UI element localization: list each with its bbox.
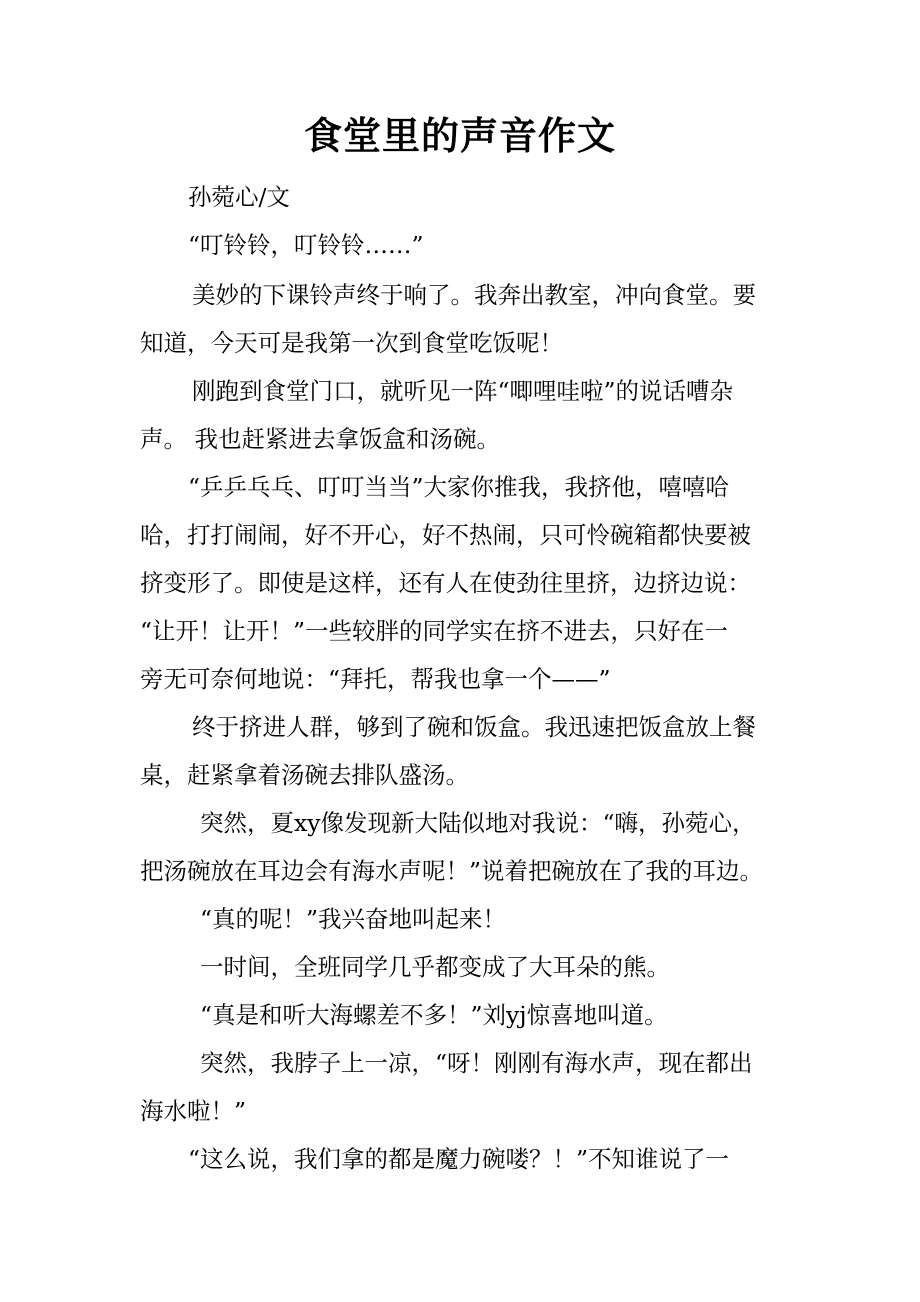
paragraph-line: “这么说，我们拿的都是魔力碗喽？！”不知谁说了一 xyxy=(188,1145,730,1173)
paragraph-line: 桌，赶紧拿着汤碗去排队盛汤。 xyxy=(140,761,469,789)
paragraph-line: “让开！让开！”一些较胖的同学实在挤不进去，只好在一 xyxy=(140,617,729,645)
paragraph-line: 把汤碗放在耳边会有海水声呢！”说着把碗放在了我的耳边。 xyxy=(140,857,764,885)
paragraph-line: 刚跑到食堂门口，就听见一阵“唧哩哇啦”的说话嘈杂 xyxy=(192,377,734,405)
document-title: 食堂里的声音作文 xyxy=(303,113,616,158)
paragraph-line: 声。 我也赶紧进去拿饭盒和汤碗。 xyxy=(140,425,500,453)
paragraph-line: 突然，夏xy像发现新大陆似地对我说：“嗨，孙菀心， xyxy=(200,809,756,837)
author-line: 孙菀心/文 xyxy=(188,183,290,211)
paragraph-line: 挤变形了。即使是这样，还有人在使劲往里挤，边挤边说： xyxy=(140,569,751,597)
paragraph-line: 突然，我脖子上一凉，“呀！刚刚有海水声，现在都出 xyxy=(200,1049,753,1077)
paragraph-line: 美妙的下课铃声终于响了。我奔出教室，冲向食堂。要 xyxy=(192,281,756,309)
paragraph-line: 终于挤进人群，够到了碗和饭盒。我迅速把饭盒放上餐 xyxy=(192,713,756,741)
paragraph-line: 旁无可奈何地说：“拜托，帮我也拿一个——” xyxy=(140,665,611,693)
paragraph-line: “乒乒乓乓、叮叮当当”大家你推我，我挤他，嘻嘻哈 xyxy=(188,473,730,501)
paragraph-line: 知道，今天可是我第一次到食堂吃饭呢！ xyxy=(140,329,563,357)
paragraph-line: “叮铃铃，叮铃铃……” xyxy=(188,231,424,259)
paragraph-line: “真的呢！”我兴奋地叫起来！ xyxy=(200,905,507,933)
paragraph-line: 哈，打打闹闹，好不开心，好不热闹，只可怜碗箱都快要被 xyxy=(140,521,751,549)
paragraph-line: 海水啦！” xyxy=(140,1097,247,1125)
paragraph-line: “真是和听大海螺差不多！”刘yj惊喜地叫道。 xyxy=(200,1001,668,1029)
paragraph-line: 一时间，全班同学几乎都变成了大耳朵的熊。 xyxy=(200,953,670,981)
